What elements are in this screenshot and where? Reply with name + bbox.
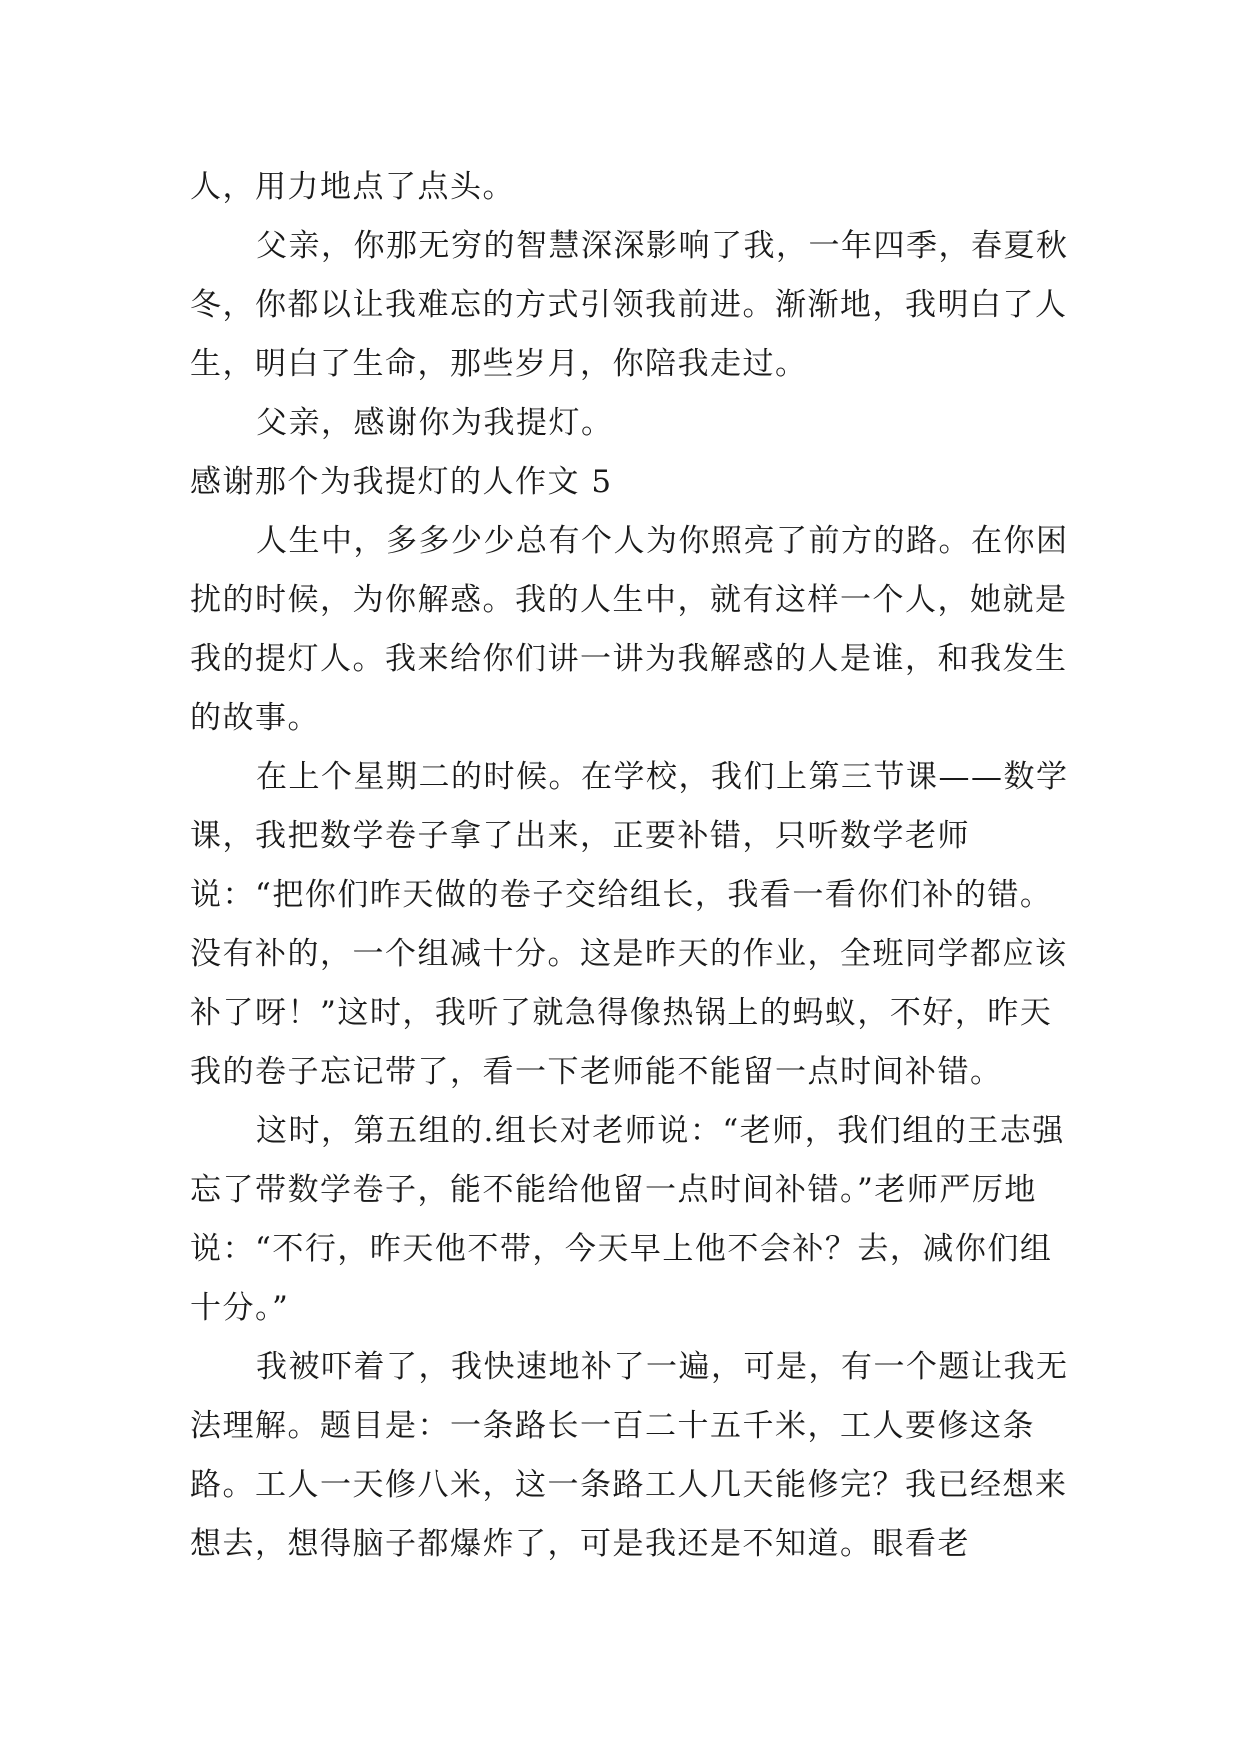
document-body bbox=[190, 158, 1070, 1574]
section-title: 感谢那个为我提灯的人作文 5 bbox=[190, 464, 613, 500]
paragraph: 父亲，感谢你为我提灯。 bbox=[256, 405, 614, 441]
paragraph: 这时，第五组的.组长对老师说：“老师，我们组的王志强忘了带数学卷子，能不能给他留一点时间补错。”老师严厉地说：“不行，昨天他不带，今天早上他不会补？去，减你们组十分。” bbox=[190, 1113, 1065, 1326]
paragraph: 人生中，多多少少总有个人为你照亮了前方的路。在你困扰的时候，为你解惑。我的人生中，就有这样一个人，她就是我的提灯人。我来给你们讲一讲为我解惑的人是谁，和我发生的故事。 bbox=[190, 523, 1069, 736]
paragraph-continuation: 人，用力地点了点头。 bbox=[190, 169, 515, 205]
paragraph: 父亲，你那无穷的智慧深深影响了我，一年四季，春夏秋冬，你都以让我难忘的方式引领我前进。渐渐地，我明白了人生，明白了生命，那些岁月，你陪我走过。 bbox=[190, 228, 1069, 382]
paragraph: 在上个星期二的时候。在学校，我们上第三节课——数学课，我把数学卷子拿了出来，正要补错，只听数学老师说：“把你们昨天做的卷子交给组长，我看一看你们补的错。没有补的，一个组减十分。这是昨天的作业，全班同学都应该补了呀！”这时，我听了就急得像热锅上的蚂蚁，不好，昨天我的卷子忘记带了，看一下老师能不能留一点时间补错。 bbox=[190, 759, 1069, 1090]
paragraph: 我被吓着了，我快速地补了一遍，可是，有一个题让我无法理解。题目是：一条路长一百二十五千米，工人要修这条路。工人一天修八米，这一条路工人几天能修完？我已经想来想去，想得脑子都爆炸了，可是我还是不知道。眼看老 bbox=[190, 1349, 1069, 1562]
